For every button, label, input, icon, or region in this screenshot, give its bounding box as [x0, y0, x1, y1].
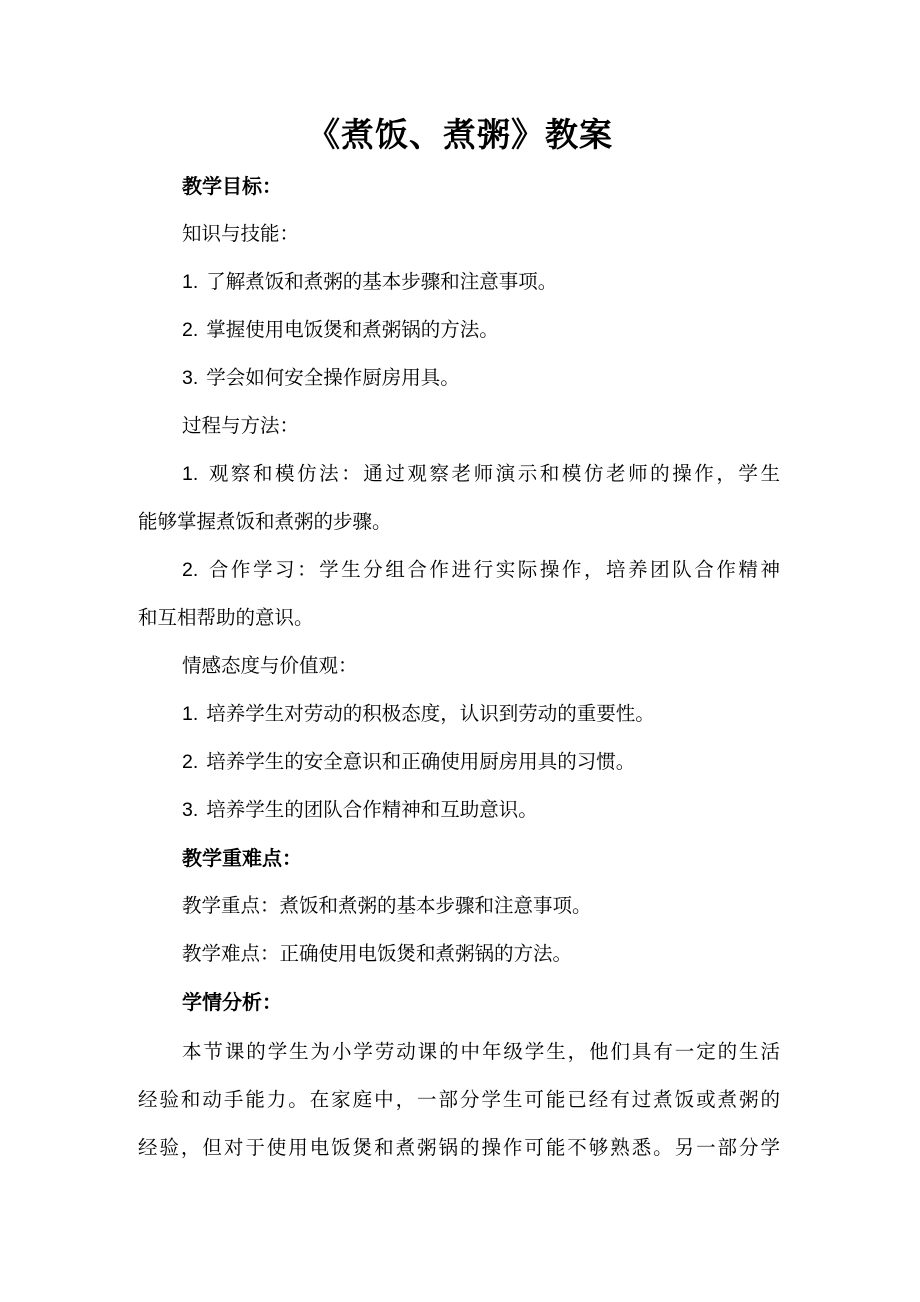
- knowledge-item-1: [182, 268, 557, 296]
- item-number: 3.: [182, 799, 199, 821]
- document-title: 《煮饭、煮粥》教案: [307, 115, 613, 154]
- key-focus-line: 教学重点：煮饭和煮粥的基本步骤和注意事项。: [182, 894, 592, 917]
- analysis-line-1: 本节课的学生为小学劳动课的中年级学生，他们具有一定的生活: [182, 1040, 780, 1063]
- attitude-item-2: [182, 748, 635, 776]
- item-text: 培养学生的安全意识和正确使用厨房用具的习惯。: [206, 750, 636, 773]
- item-number: 2.: [182, 559, 199, 581]
- knowledge-item-3: [182, 364, 460, 392]
- process-label: 过程与方法：: [182, 414, 300, 437]
- item-number: 3.: [182, 367, 199, 389]
- item-number: 2.: [182, 751, 199, 773]
- item-text: 培养学生对劳动的积极态度，认识到劳动的重要性。: [206, 702, 655, 725]
- item-text: 掌握使用电饭煲和煮粥锅的方法。: [206, 318, 499, 341]
- item-text: 学会如何安全操作厨房用具。: [206, 366, 460, 389]
- item-text: 培养学生的团队合作精神和互助意识。: [206, 798, 538, 821]
- process-item-1-line-1: [182, 460, 780, 488]
- analysis-line-2: 经验和动手能力。在家庭中，一部分学生可能已经有过煮饭或煮粥的: [138, 1088, 780, 1111]
- process-item-2-line-2: 和互相帮助的意识。: [138, 606, 314, 629]
- analysis-heading: 学情分析：: [182, 990, 282, 1014]
- attitude-item-1: [182, 700, 655, 728]
- attitude-label: 情感态度与价值观：: [182, 654, 358, 677]
- item-number: 2.: [182, 319, 199, 341]
- analysis-line-3: 经验，但对于使用电饭煲和煮粥锅的操作可能不够熟悉。另一部分学: [138, 1136, 780, 1159]
- key-points-heading: 教学重难点：: [182, 846, 302, 870]
- process-item-1-line-2: 能够掌握煮饭和煮粥的步骤。: [138, 510, 392, 533]
- process-item-2-line-1: [182, 556, 780, 584]
- knowledge-label: 知识与技能：: [182, 222, 300, 245]
- item-number: 1.: [182, 703, 199, 725]
- item-number: 1.: [182, 271, 199, 293]
- key-difficulty-line: 教学难点：正确使用电饭煲和煮粥锅的方法。: [182, 942, 573, 965]
- item-text: 观察和模仿法：通过观察老师演示和模仿老师的操作，学生: [206, 462, 780, 485]
- item-text: 了解煮饭和煮粥的基本步骤和注意事项。: [206, 270, 558, 293]
- item-number: 1.: [182, 463, 199, 485]
- objectives-heading: 教学目标：: [182, 174, 282, 198]
- knowledge-item-2: [182, 316, 499, 344]
- item-text: 合作学习：学生分组合作进行实际操作，培养团队合作精神: [206, 558, 780, 581]
- attitude-item-3: [182, 796, 538, 824]
